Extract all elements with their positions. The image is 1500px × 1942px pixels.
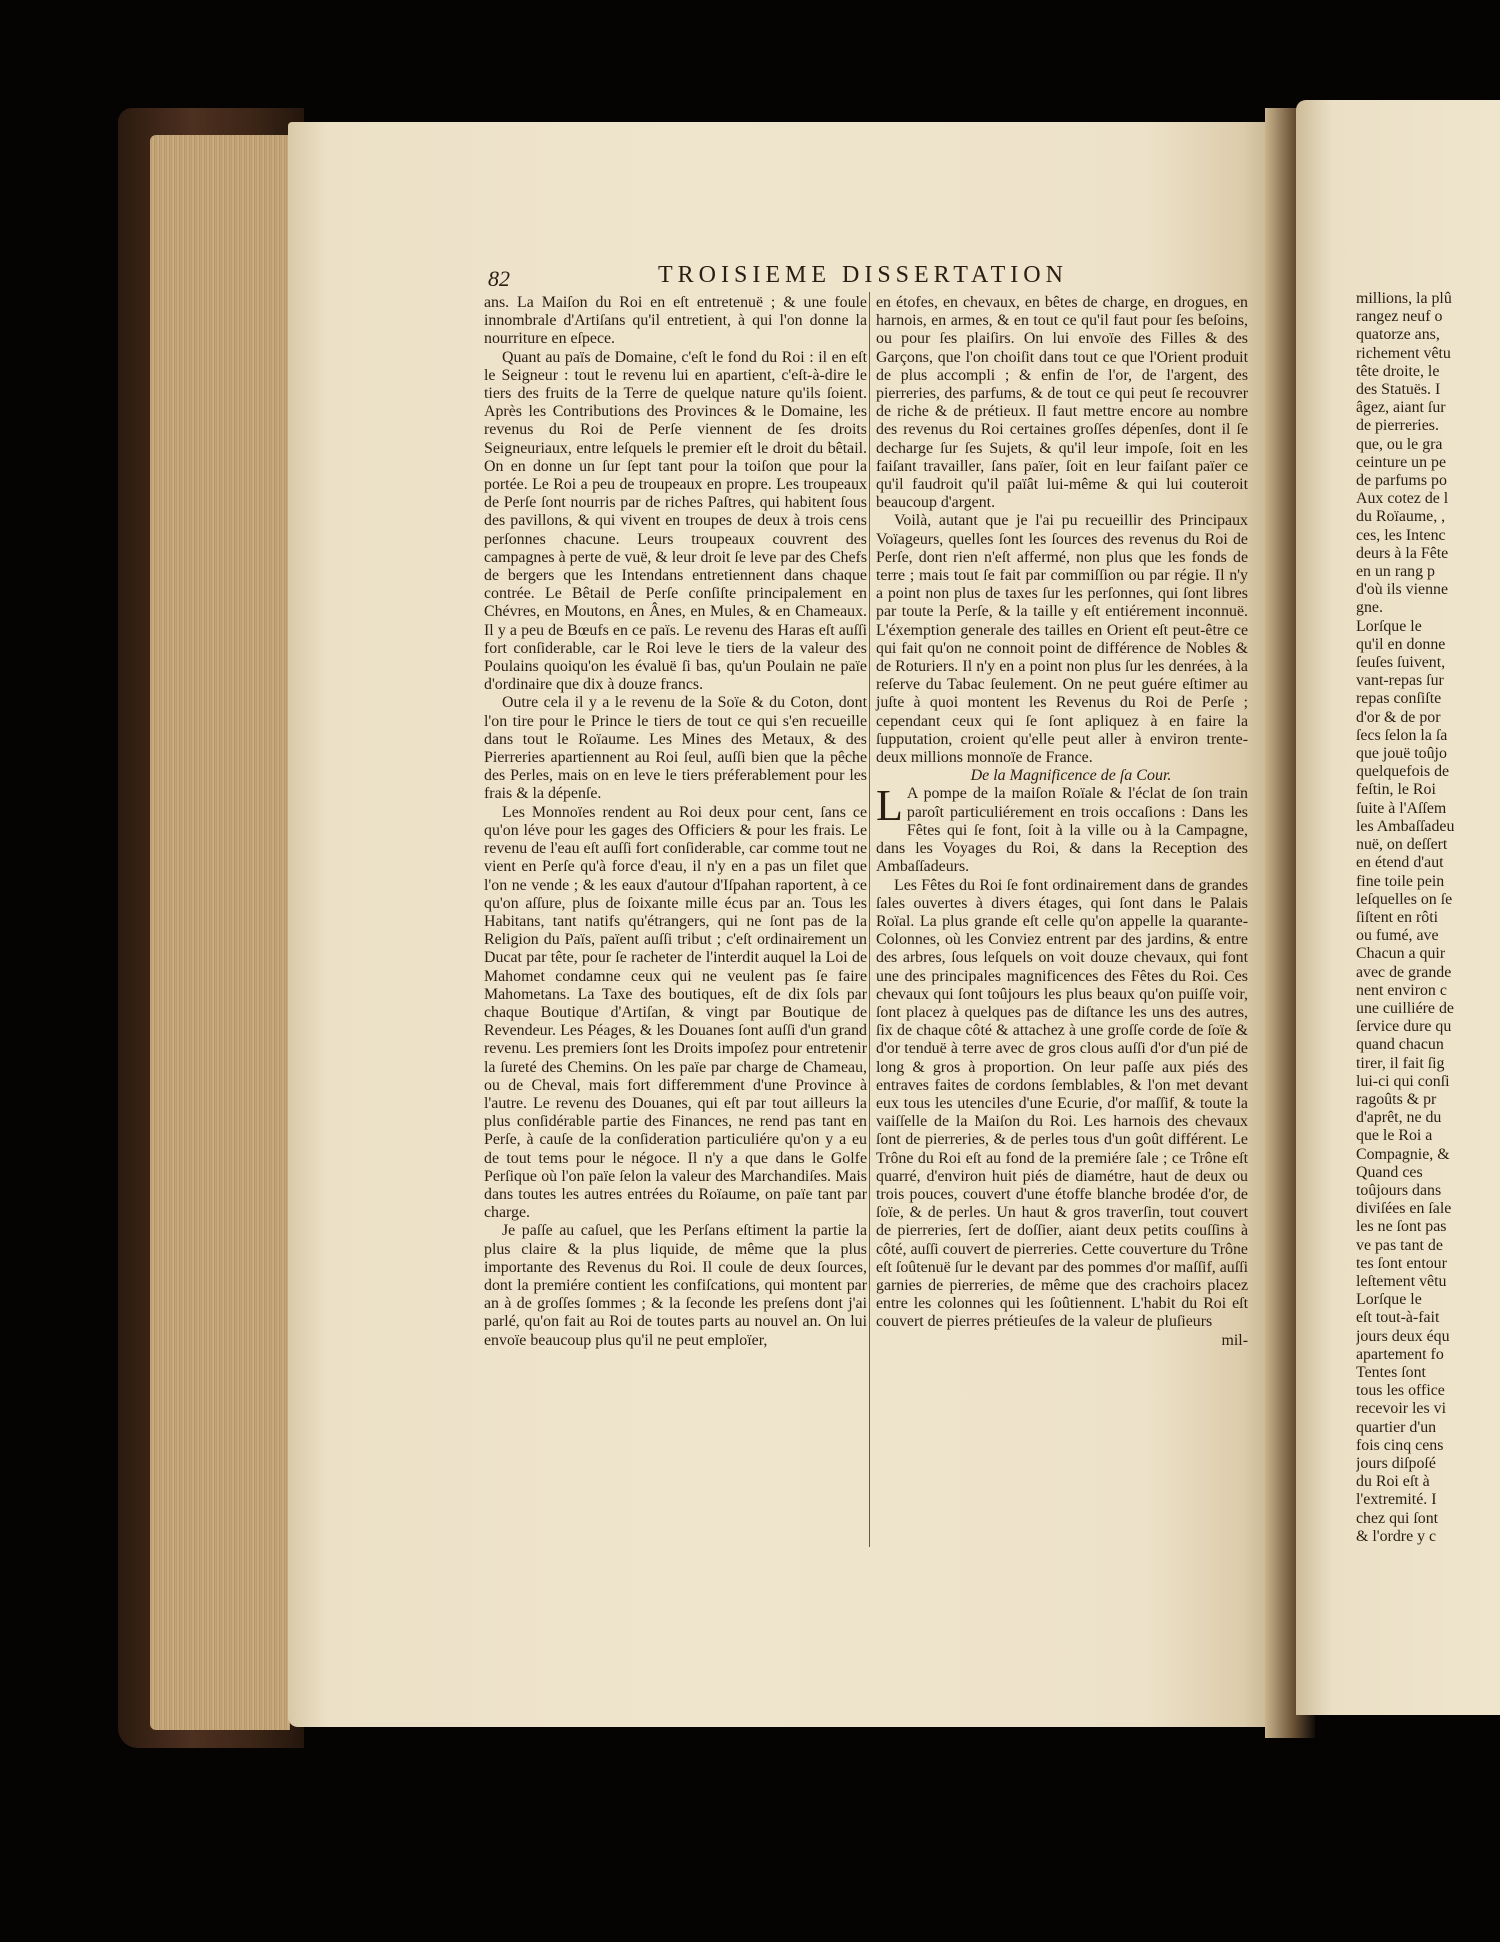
facing-page-line: ragoûts & pr [1356, 1090, 1437, 1108]
facing-page-line: que, ou le gra [1356, 435, 1443, 453]
facing-page-text [1356, 290, 1500, 1546]
facing-page-line: apartement fo [1356, 1345, 1444, 1363]
facing-page-line: tirer, il fait ſig [1356, 1054, 1445, 1072]
facing-page-line: eſt tout-à-fait [1356, 1309, 1440, 1327]
facing-page-line: de pierreries. [1356, 417, 1439, 435]
facing-page-line: Lorſque le [1356, 1291, 1422, 1309]
facing-page-line: tes ſont entour [1356, 1254, 1447, 1272]
facing-page-line: vant-repas ſur [1356, 672, 1444, 690]
facing-page-line: rangez neuf o [1356, 308, 1443, 326]
facing-page-line: chez qui ſont [1356, 1509, 1439, 1527]
facing-page-line: ſecs ſelon la ſa [1356, 726, 1448, 744]
facing-page-line: Lorſque le [1356, 617, 1422, 635]
facing-page-line: quelquefois de [1356, 763, 1450, 781]
facing-page-line: recevoir les vi [1356, 1400, 1447, 1418]
facing-page-line: des Statuës. I [1356, 381, 1441, 399]
facing-page-line: lui-ci qui conſi [1356, 1072, 1450, 1090]
running-head [488, 262, 1250, 292]
facing-page-line: richement vêtu [1356, 344, 1451, 362]
facing-page-line: jours diſpoſé [1356, 1455, 1436, 1472]
facing-page-line: du Roïaume, , [1356, 508, 1446, 526]
facing-page-line: jours deux équ [1356, 1327, 1450, 1345]
catchword: mil- [1221, 1331, 1248, 1349]
facing-page-line: les Ambaſſadeu [1356, 817, 1455, 835]
facing-page-line: toûjours dans [1356, 1181, 1442, 1199]
paragraph: Outre cela il y a le revenu de la Soïe & du Coton, dont l'on tire pour le Prince le tiers de tout ce qui s'en recueille dans tout le Roïaume. Les Mines des Metaux, & des Pierreries apartiennent au Roi ſeul, auſſi bien que la pêche des Perles, mais on en leve le tiers préferablement pour les frais & la dépenſe. [484, 694, 867, 803]
facing-page-line: que jouë toûjo [1356, 745, 1447, 763]
facing-page-line: l'extremité. I [1356, 1491, 1437, 1509]
facing-page-line: Compagnie, & [1356, 1145, 1450, 1163]
facing-page-line: quand chacun [1356, 1036, 1444, 1054]
facing-page-line: leſquelles on ſe [1356, 890, 1453, 908]
facing-page-line: d'or & de por [1356, 708, 1441, 726]
facing-page-line: quatorze ans, [1356, 326, 1440, 344]
running-head-title: TROISIEME DISSERTATION [658, 262, 1068, 288]
facing-page-line: tous les office [1356, 1382, 1445, 1400]
facing-page-line: ſervice dure qu [1356, 1018, 1452, 1036]
column-rule [869, 292, 870, 1547]
page-edges [150, 135, 290, 1730]
facing-page-line: repas conſiſte [1356, 690, 1442, 708]
facing-page-line: les ne ſont pas [1356, 1218, 1447, 1236]
facing-page-line: avec de grande [1356, 963, 1452, 981]
facing-page-line: ceinture un pe [1356, 453, 1447, 471]
facing-page-line: d'aprêt, ne du [1356, 1109, 1442, 1127]
facing-page-line: en un rang p [1356, 563, 1435, 581]
facing-page-line: nent environ c [1356, 981, 1447, 999]
page-number: 82 [488, 266, 510, 291]
facing-page-line: ſiſtent en rôti [1356, 908, 1439, 926]
facing-page-line: ve pas tant de [1356, 1236, 1443, 1254]
paragraph: Quant au païs de Domaine, c'eſt le fond du Roi : il en eſt le Seigneur : tout le revenu lui en apartient, c'eſt-à-dire le tiers des fruits de la Terre de quelque nature qu'ils ſoient. Après les Contributions des Provinces & le Domaine, les revenus du Roi de Perſe viennent de ſes droits Seigneuriaux, entre leſquels le premier eſt le droit du bêtail. On en donne un ſur ſept tant pour la toiſon que pour la portée. Le Roi a peu de troupeaux en propre. Les troupeaux de Perſe ſont nourris par de riches Paſtres, qui habitent ſous des pavillons, & qui vivent en troupes de deux à trois cens perſonnes chacune. Leurs troupeaux couvrent des campagnes à perte de vuë, & leur droit ſe leve par des Chefs de bergers que les Intendans entretiennent dans chaque contrée. Le Bêtail de Perſe conſiſte principalement en Chévres, en Moutons, en Ânes, en Mules, & en Chameaux. Il y a peu de Bœufs en ce païs. Le revenu des Haras eſt auſſi fort conſiderable, car le Roi leve le tiers de la valeur des Poulains quoiqu'on les évaluë ſi bas, qu'un Poulain ne païe d'ordinaire que dix à douze francs. [484, 348, 867, 694]
facing-page-line: Chacun a quir [1356, 945, 1446, 963]
facing-page-line: gne. [1356, 599, 1383, 617]
facing-page-line: Tentes ſont [1356, 1363, 1426, 1381]
facing-page-line: deurs à la Fête [1356, 544, 1449, 562]
paragraph: en étofes, en chevaux, en bêtes de charge, en drogues, en harnois, en armes, & en tout ce qu'il faut pour ſes beſoins, ou pour ſes plaiſirs. On lui envoïe des Filles & des Garçons, que l'on choiſit dans tout ce que l'Orient produit de plus accompli ; & enfin de l'or, de l'argent, des pierreries, des parfums, & de tout ce qui peut ſe recouvrer de riche & de prétieux. Il faut mettre encore au nombre des revenus du Roi certaines groſſes dépenſes, dont il ſe decharge ſur ſes Sujets, & qu'il leur impoſe, ſoit en les faiſant travailler, ſans païer, ſoit en leur faiſant païer ce qu'il faudroit qu'il païât lui-même & qui lui couteroit beaucoup d'argent. [876, 294, 1248, 512]
facing-page-line: quartier d'un [1356, 1418, 1437, 1436]
left-text-column [484, 294, 867, 1350]
facing-page-line: fois cinq cens [1356, 1436, 1444, 1454]
paragraph: ans. La Maiſon du Roi en eſt entretenuë ; & une foule innombrale d'Artiſans qu'il entretient, à qui l'on donne la nourriture en eſpece. [484, 294, 867, 348]
right-text-column [876, 294, 1248, 1350]
facing-page-line: ſuite à l'Aſſem [1356, 799, 1447, 817]
facing-page-line: ces, les Intenc [1356, 526, 1446, 544]
paragraph: Les Fêtes du Roi ſe font ordinairement dans de grandes ſales ouvertes à divers étages, qui ſont dans le Palais Roïal. La plus grande eſt celle qu'on appelle la quarante-Colonnes, où les Conviez entrent par des jardins, & entre des arbres, ſous leſquels on voit douze chevaux, qui font une des principales magnificences des Fêtes du Roi. Ces chevaux qui ſont toûjours les plus beaux qu'on puiſſe voir, ſont placez à quelques pas de diſtance les uns des autres, ſix de chaque côté & attachez à une groſſe corde de ſoïe & d'or tenduë à terre avec de gros clous auſſi d'or d'un pié de long & gros à proportion. On leur paſſe aux piés des entraves faites de cordons ſemblables, & l'on met devant eux tous les utenciles d'une Ecurie, d'or maſſif, & toute la vaiſſelle de la Maiſon du Roi. Les harnois des chevaux ſont de pierreries, & de perles tous d'un goût différent. Le Trône du Roi eſt au fond de la premiére ſale ; ce Trône eſt quarré, d'environ huit piés de diamétre, haut de deux ou trois pouces, couvert d'une étoffe blanche brodée d'or, de ſoïe, & de perles. Un haut & gros traverſin, tout couvert de pierreries, ſert de doſſier, aiant deux petits couſſins à côté, auſſi couvert de pierreries. Cette couverture du Trône eſt ſoûtenuë ſur le devant par des pommes d'or maſſif, auſſi garnies de pierreries, de même que des crachoirs placez entre les colonnes qui les ſoûtiennent. L'habit du Roi eſt couvert de pierres prétieuſes de la valeur de pluſieurs [876, 876, 1248, 1331]
facing-page-line: du Roi eſt à [1356, 1473, 1430, 1491]
facing-page-line: en étend d'aut [1356, 854, 1444, 872]
facing-page-line: une cuilliére de [1356, 999, 1454, 1017]
facing-page-line: diviſées en ſale [1356, 1200, 1452, 1218]
facing-page-line: & l'ordre y c [1356, 1527, 1437, 1545]
facing-page-line: fine toile pein [1356, 872, 1445, 890]
facing-page-line: leſtement vêtu [1356, 1272, 1447, 1290]
paragraph: Je paſſe au caſuel, que les Perſans eſtiment la partie la plus claire & la plus liquide, de même que la plus importante des Revenus du Roi. Il coule de deux ſources, dont la premiére contient les confiſcations, qui montent par an à de groſſes ſommes ; & la ſeconde les preſens dont j'ai parlé, qu'on fait au Roi de toutes parts au nouvel an. On lui envoïe beaucoup plus qu'il ne peut emploïer, [484, 1222, 867, 1349]
facing-page-line: que le Roi a [1356, 1127, 1433, 1145]
dropcap-paragraph [876, 781, 1248, 876]
facing-page-line: Aux cotez de l [1356, 490, 1449, 508]
facing-page-line: ou fumé, ave [1356, 927, 1439, 945]
paragraph: Les Monnoïes rendent au Roi deux pour cent, ſans ce qu'on léve pour les gages des Officiers & pour les frais. Le revenu de l'eau eſt auſſi fort conſiderable, car comme tout ne vient en Perſe qu'à force d'eau, il n'y en a pas un filet que l'on ne vende ; & les eaux d'autour d'Iſpahan raportent, à ce qu'on aſſure, plus de ſoixante mille écus par an. Tous les Habitans, tant natifs qu'étrangers, qui ne ſont pas de la Religion du Païs, païent auſſi tribut ; c'eſt ordinairement un Ducat par tête, pour ſe racheter de l'interdit auquel la Loi de Mahomet condamne ceux qui ne veulent pas ſe faire Mahometans. La Taxe des boutiques, eſt de dix ſols par chaque Boutique d'Artiſan, & vingt par Boutique de Revendeur. Les Péages, & les Douanes ſont auſſi d'un grand revenu. Les premiers ſont les Droits impoſez pour entretenir la ſureté des Chemins. On les païe par charge de Chameau, ou de Cheval, mais fort differemment d'une Province à l'autre. Le revenu des Douanes, qui eſt par tout ailleurs la plus conſidérable partie des Finances, ne rend pas tant en Perſe, à cauſe de la conſideration particuliére qu'on y a eu de tout tems pour le négoce. Il n'y a que dans le Golfe Perſique où l'on païe ſelon la valeur des Marchandiſes. Mais dans toutes les autres entrées du Roïaume, on païe tant par charge. [484, 803, 867, 1222]
facing-page-line: feſtin, le Roi [1356, 781, 1436, 799]
facing-page-line: de parfums po [1356, 472, 1447, 490]
facing-page-line: d'où ils vienne [1356, 581, 1449, 599]
paragraph: Voilà, autant que je l'ai pu recueillir des Principaux Voïageurs, quelles ſont les ſources des revenus du Roi de Perſe, dont rien n'eſt affermé, non plus que les fonds de terre ; mais tout ſe fait par commiſſion ou par régie. Il n'y a point non plus de taxes ſur les perſonnes, qui ſont libres par toute la Perſe, & la taille y eſt entiérement inconnuë. L'éxemption generale des tailles en Orient eſt peut-être ce qui fait qu'on ne connoit point de différence de Nobles & de Roturiers. Il n'y en a point non plus ſur les denrées, à la reſerve du Tabac ſeulement. On ne peut guére eſtimer au juſte à quoi montent les Revenus du Roi de Perſe ; cependant ceux qui ſe ſont apliquez à en faire la ſupputation, croient qu'elle peut aller à environ trente-deux millions monnoïe de France. [876, 512, 1248, 767]
drop-cap: L [876, 781, 903, 831]
facing-page-line: nuë, on deſſert [1356, 836, 1448, 854]
facing-page-line: tête droite, le [1356, 362, 1440, 380]
facing-page-line: ſeuſes ſuivent, [1356, 654, 1446, 672]
facing-page-line: Quand ces [1356, 1163, 1423, 1181]
paragraph-text: A pompe de la maiſon Roïale & l'éclat de ſon train paroît particuliérement en trois occaſions : Dans les Fêtes qui ſe font, ſoit à la ville ou à la Campagne, dans les Voyages du Roi, & dans la Reception des Ambaſſadeurs. [876, 785, 1248, 876]
facing-page-line: qu'il en donne [1356, 635, 1446, 653]
facing-page-line: âgez, aiant ſur [1356, 399, 1446, 417]
section-heading: De la Magnificence de ſa Cour. [970, 767, 1172, 785]
facing-page-line: millions, la plû [1356, 290, 1452, 307]
